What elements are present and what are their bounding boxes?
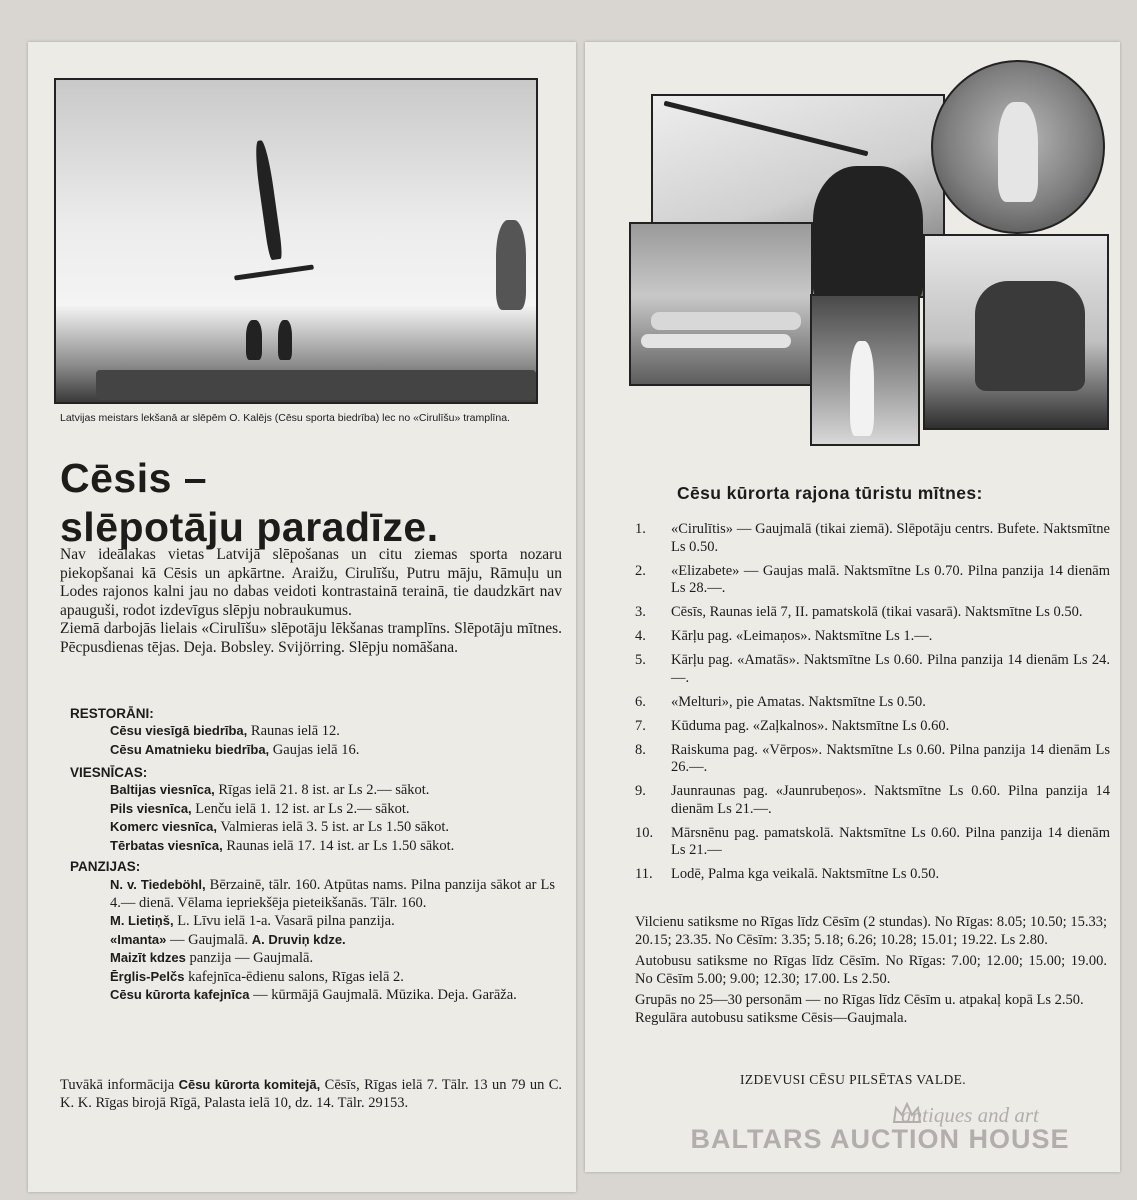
intro-paragraph: Nav ideālakas vietas Latvijā slēpošanas un citu ziemas sporta nozaru piekopšanai kā Cēsis un apkārtne. Araižu, Cirulīšu, Putru māju, Rāmuļu un Lodes rajonos kalni jau no dabas veidoti kontrastainā terainā, tie daudzkārt nav apauguši, rodot izdevīgus slēpju nobraukumus. [60, 546, 562, 619]
photo-caption: Latvijas meistars lekšanā ar slēpēm O. Kalējs (Cēsu sporta biedrība) lec no «Cirulīšu» tramplīna. [60, 412, 510, 424]
panzijas-list [110, 876, 555, 1005]
info-paragraph: Tuvākā informācija Cēsu kūrorta komitejā, Cēsīs, Rīgas ielā 7. Tālr. 13 un 79 un C. K. K. Rīgas birojā Rīgā, Palasta ielā 10, dz. 14. Tālr. 29153. [60, 1077, 563, 1111]
list-item: Cēsu viesīgā biedrība, Raunas ielā 12. [110, 723, 340, 739]
intro-text [60, 546, 562, 657]
list-item: Baltijas viesnīca, Rīgas ielā 21. 8 ist. ar Ls 2.— sākot. [110, 782, 430, 798]
list-item: Pils viesnīca, Lenču ielā 1. 12 ist. ar Ls 2.— sākot. [110, 800, 410, 817]
list-item: 1. «Cirulītis» — Gaujmalā (tikai ziemā). Slēpotāju centrs. Bufete. Naktsmītne Ls 0.50. [635, 521, 1110, 555]
child-portrait-photo [931, 60, 1105, 234]
intro-paragraph-2: Ziemā darbojās lielais «Cirulīšu» slēpotāju lēkšanas tramplīns. Slēpotāju mītnes. Pēcpusdienas tējas. Deja. Bobsley. Svijörring. Slēpju nomāšana. [60, 620, 562, 656]
viesnicas-heading: VIESNĪCAS: [70, 765, 148, 780]
right-page [585, 42, 1120, 1172]
ski-jump-photo [54, 78, 538, 404]
list-item: 5. Kārļu pag. «Amatās». Naktsmītne Ls 0.60. Pilna panzija 14 dienām Ls 24.—. [635, 652, 1110, 686]
list-item: Tērbatas viesnīca, Raunas ielā 17. 14 ist. ar Ls 1.50 sākot. [110, 837, 455, 854]
bus-schedule: Autobusu satiksme no Rīgas līdz Cēsīm. No Rīgas: 7.00; 12.00; 15.00; 19.00. No Cēsīm 5.00; 9.00; 12.30; 17.00. Ls 2.50. [635, 953, 1107, 987]
list-item: 2. «Elizabete» — Gaujas malā. Naktsmītne Ls 0.70. Pilna panzija 14 dienām Ls 28.—. [635, 562, 1110, 596]
restorani-heading: RESTORĀNI: [70, 706, 154, 721]
group-fares: Grupās no 25—30 personām — no Rīgas līdz Cēsīm u. atpakaļ kopā Ls 2.50. [635, 992, 1084, 1008]
list-item: 7. Kūduma pag. «Zaļkalnos». Naktsmītne Ls 0.60. [635, 717, 950, 734]
list-item: M. Lietiņš, L. Līvu ielā 1-a. Vasarā pilna panzija. [110, 913, 395, 929]
archer-photo [810, 294, 920, 446]
list-item: N. v. Tiedeböhl, Bērzainē, tālr. 160. Atpūtas nams. Pilna panzija sākot ar Ls 4.— dienā. Vēlama iepriekšēja pieteikšanās. Tālr. 160. [110, 877, 555, 911]
list-item: «Imanta» — Gaujmalā. A. Druviņ kdze. [110, 931, 346, 948]
lodging-title: Cēsu kūrorta rajona tūristu mītnes: [677, 483, 983, 503]
list-item: Maizīt kdzes panzija — Gaujmalā. [110, 950, 314, 966]
list-item: 11. Lodē, Palma kga veikalā. Naktsmītne Ls 0.50. [635, 866, 940, 882]
headline-line-2: slēpotāju paradīze. [60, 504, 439, 550]
list-item: Ērglis-Pelčs kafejnīca-ēdienu salons, Rīgas ielā 2. [110, 968, 404, 985]
headline-line-1: Cēsis – [60, 455, 208, 501]
lodging-list [635, 521, 1110, 890]
list-item: Cēsu Amatnieku biedrība, Gaujas ielā 16. [110, 741, 360, 758]
panzijas-heading: PANZIJAS: [70, 859, 141, 874]
watermark [655, 1103, 1105, 1155]
left-page [28, 42, 576, 1192]
list-item: Cēsu kūrorta kafejnīca — kūrmājā Gaujmalā. Mūzika. Deja. Garāža. [110, 987, 517, 1003]
list-item: 4. Kārļu pag. «Leimaņos». Naktsmītne Ls 1.—. [635, 628, 933, 644]
publisher-line: IZDEVUSI CĒSU PILSĒTAS VALDE. [740, 1072, 967, 1087]
train-schedule: Vilcienu satiksme no Rīgas līdz Cēsīm (2 stundas). No Rīgas: 8.05; 10.50; 15.33; 20.15; 23.35. No Cēsīm: 3.35; 5.18; 6.26; 10.28; 15.01; 19.22. Ls 2.80. [635, 914, 1107, 948]
watermark-tagline: antiques and art [901, 1103, 1039, 1127]
kayak-photo [629, 222, 813, 386]
list-item: 6. «Melturi», pie Amatas. Naktsmītne Ls 0.50. [635, 693, 926, 710]
headline [60, 454, 560, 552]
list-item: 3. Cēsīs, Raunas ielā 7, II. pamatskolā (tikai vasarā). Naktsmītne Ls 0.50. [635, 604, 1083, 620]
regular-bus: Regulāra autobusu satiksme Cēsis—Gaujmala. [635, 1009, 908, 1026]
list-item: 8. Raiskuma pag. «Vērpos». Naktsmītne Ls 0.60. Pilna panzija 14 dienām Ls 26.—. [635, 741, 1110, 775]
viesnicas-list [110, 781, 560, 855]
restorani-list [110, 722, 550, 759]
watermark-brand: BALTARS AUCTION HOUSE [690, 1124, 1070, 1154]
list-item: 9. Jaunraunas pag. «Jaunrubeņos». Naktsmītne Ls 0.60. Pilna panzija 14 dienām Ls 21.—. [635, 783, 1110, 817]
list-item: 10. Mārsnēnu pag. pamatskolā. Naktsmītne Ls 0.60. Pilna panzija 14 dienām Ls 21.— [635, 824, 1110, 858]
transport-info [635, 914, 1107, 1031]
fishing-photo [923, 234, 1109, 430]
list-item: Komerc viesnīca, Valmieras ielā 3. 5 ist. ar Ls 1.50 sākot. [110, 819, 450, 835]
